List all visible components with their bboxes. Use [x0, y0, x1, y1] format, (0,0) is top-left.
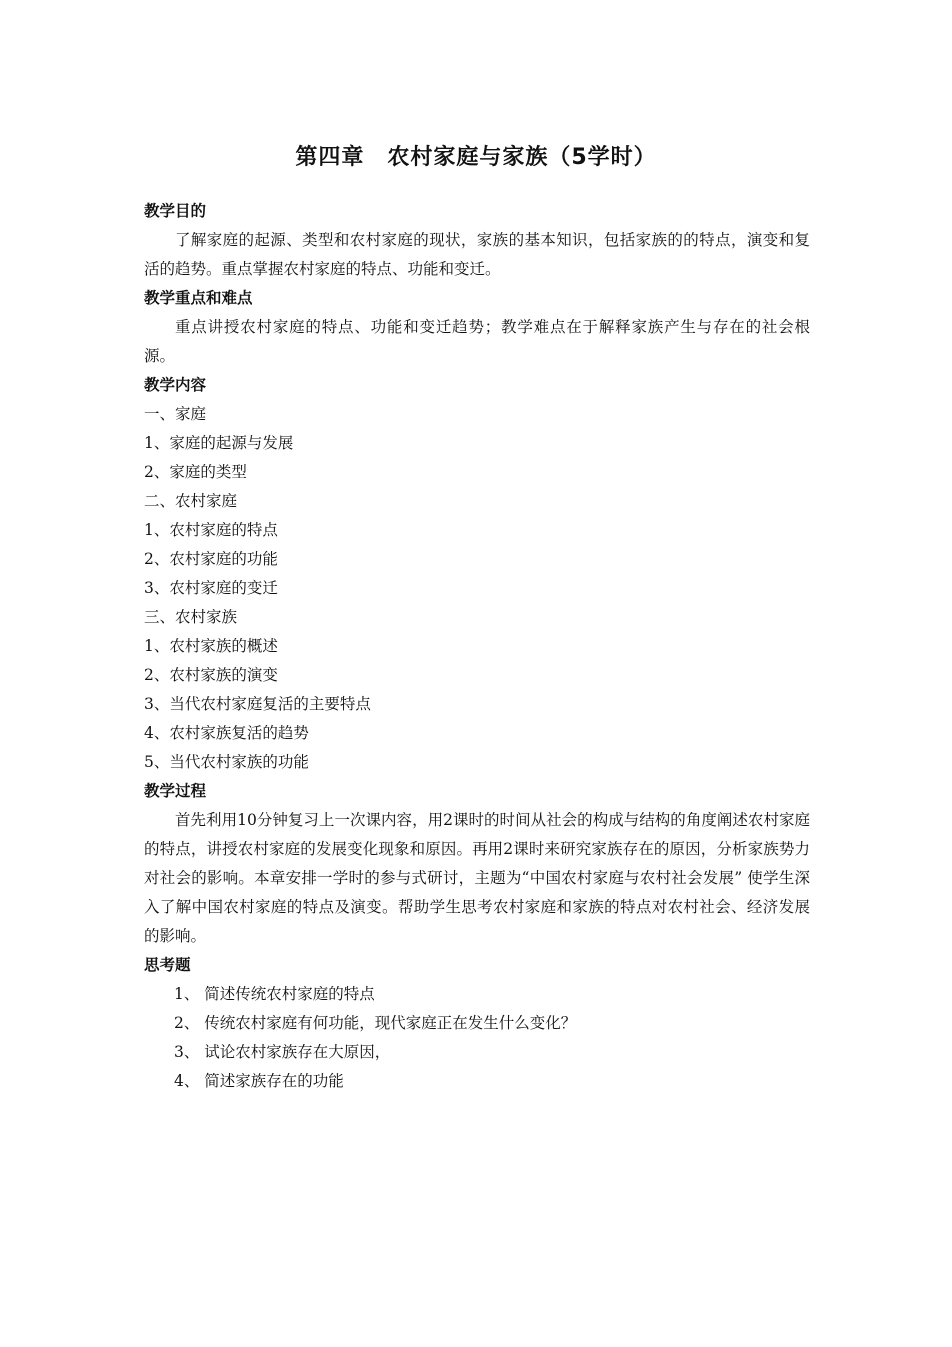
- content-outline: [144, 400, 810, 777]
- outline-item: 一、家庭: [144, 405, 207, 423]
- objective-heading: 教学目的: [144, 202, 207, 220]
- key-points-text: 重点讲授农村家庭的特点、功能和变迁趋势；教学难点在于解释家族产生与存在的社会根源。: [144, 318, 810, 365]
- key-points-heading: 教学重点和难点: [144, 289, 253, 307]
- outline-item: 三、农村家族: [144, 608, 238, 626]
- chapter-title: 第四章 农村家庭与家族（5学时）: [295, 145, 657, 170]
- content-heading: 教学内容: [144, 376, 207, 394]
- question-item: 4、 简述家族存在的功能: [174, 1072, 344, 1090]
- questions-list: [144, 980, 810, 1096]
- process-text: 首先利用10分钟复习上一次课内容，用2课时的时间从社会的构成与结构的角度阐述农村家庭的特点，讲授农村家庭的发展变化现象和原因。再用2课时来研究家族存在的原因，分析家族势力对社会的影响。本章安排一学时的参与式研讨，主题为“中国农村家庭与农村社会发展” 使学生深入了解中国农村家庭的特点及演变。帮助学生思考农村家庭和家族的特点对农村社会、经济发展的影响。: [144, 811, 810, 945]
- outline-item: 5、当代农村家族的功能: [144, 753, 309, 771]
- objective-text: 了解家庭的起源、类型和农村家庭的现状，家族的基本知识，包括家族的的特点，演变和复活的趋势。重点掌握农村家庭的特点、功能和变迁。: [144, 231, 810, 278]
- question-item: 3、 试论农村家族存在大原因，: [174, 1043, 391, 1061]
- outline-item: 1、农村家庭的特点: [144, 521, 278, 539]
- outline-item: 2、家庭的类型: [144, 463, 247, 481]
- process-heading: 教学过程: [144, 782, 207, 800]
- outline-item: 2、农村家族的演变: [144, 666, 278, 684]
- outline-item: 1、家庭的起源与发展: [144, 434, 294, 452]
- document-body: [144, 197, 810, 1096]
- question-item: 1、 简述传统农村家庭的特点: [174, 985, 375, 1003]
- outline-item: 1、农村家族的概述: [144, 637, 278, 655]
- outline-item: 二、农村家庭: [144, 492, 238, 510]
- outline-item: 4、农村家族复活的趋势: [144, 724, 309, 742]
- question-item: 2、 传统农村家庭有何功能，现代家庭正在发生什么变化？: [174, 1014, 577, 1032]
- outline-item: 3、农村家庭的变迁: [144, 579, 278, 597]
- outline-item: 3、当代农村家庭复活的主要特点: [144, 695, 371, 713]
- questions-heading: 思考题: [144, 956, 191, 974]
- outline-item: 2、农村家庭的功能: [144, 550, 278, 568]
